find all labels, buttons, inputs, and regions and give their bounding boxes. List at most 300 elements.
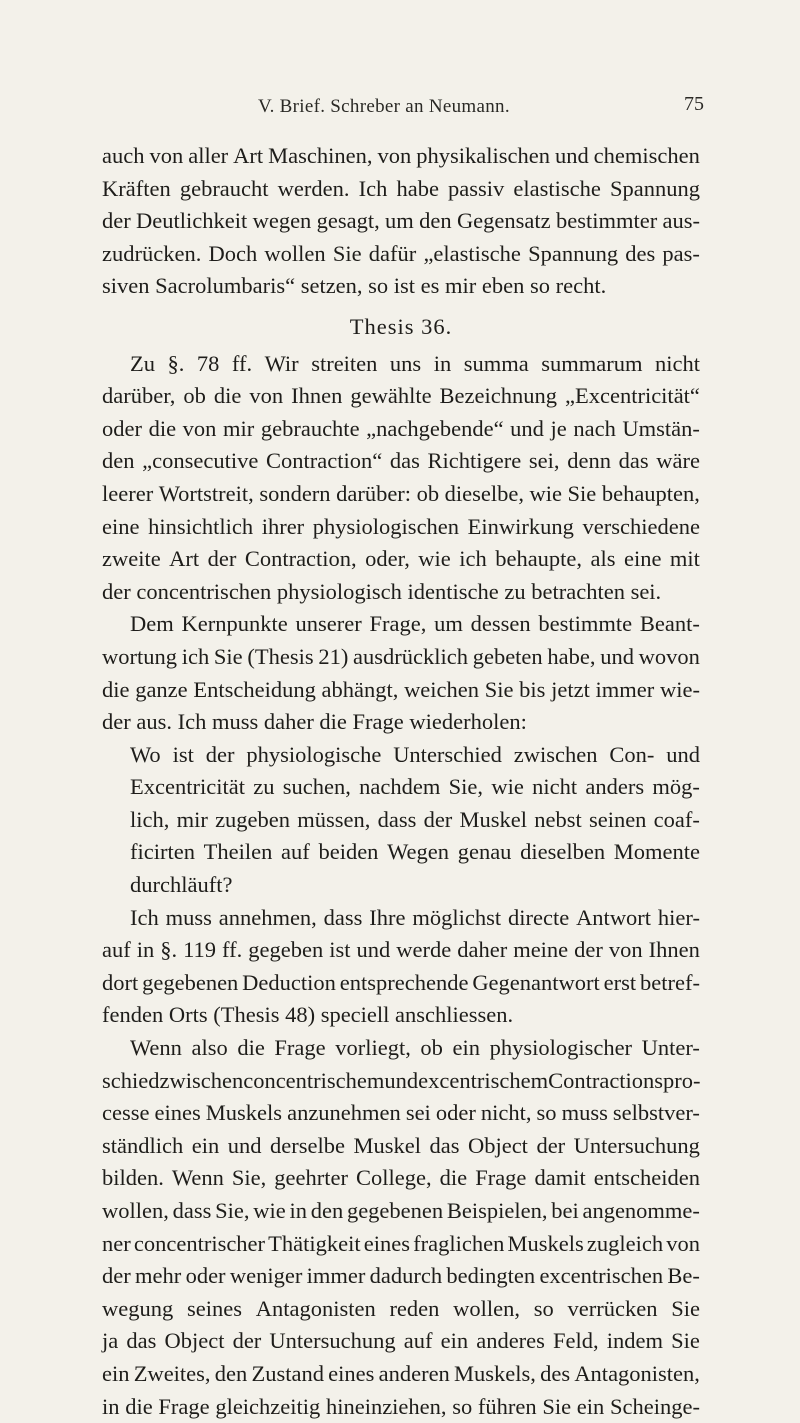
- word: dadurch: [369, 1263, 443, 1289]
- word: betref-: [639, 969, 700, 995]
- word: physiologischen: [312, 513, 460, 539]
- word: zudrücken.: [102, 240, 202, 266]
- text-line: [102, 270, 700, 303]
- word: behaupten,: [601, 480, 700, 506]
- word: Bezeichnung: [439, 383, 558, 409]
- line-text: fenden Orts (Thesis 48) speciell anschliessen.: [102, 1002, 514, 1028]
- text-line: [102, 1065, 700, 1098]
- word: excentrischen: [539, 1263, 664, 1289]
- word: anzunehmen: [287, 1100, 401, 1126]
- word: Sie: [542, 1393, 572, 1419]
- word: Contractionspro-: [548, 1067, 701, 1093]
- word: Einwirkung: [467, 513, 574, 539]
- word: immer: [306, 1263, 366, 1289]
- word: Antagonisten: [255, 1295, 376, 1321]
- word: wie: [529, 480, 562, 506]
- word: Wegen: [387, 839, 450, 865]
- word: eines: [328, 1360, 375, 1386]
- text-line: [102, 1195, 700, 1228]
- text-line: [102, 1391, 700, 1423]
- word: müssen,: [297, 806, 371, 832]
- word: das: [126, 1328, 157, 1354]
- word: cesse: [102, 1100, 150, 1126]
- word: eines: [363, 1230, 411, 1256]
- word: habe,: [547, 643, 596, 669]
- word: muss: [561, 1100, 608, 1126]
- word: ihrer: [261, 513, 305, 539]
- word: ständlich: [102, 1132, 184, 1158]
- word: bilden.: [102, 1165, 164, 1191]
- word: dafür: [368, 240, 417, 266]
- text-line: [102, 348, 700, 381]
- word: Zustand: [251, 1360, 324, 1386]
- text-line: [102, 140, 700, 173]
- word: habe: [396, 175, 439, 201]
- text-line: [102, 706, 700, 739]
- line-text: siven Sacrolumbaris“ setzen, so ist es mir eben so recht.: [102, 273, 607, 299]
- word: in: [136, 937, 155, 963]
- text-line: [102, 1358, 700, 1391]
- word: sei,: [528, 448, 560, 474]
- word: 119: [183, 937, 217, 963]
- word: auf: [102, 937, 131, 963]
- word: gewählte: [350, 383, 432, 409]
- word: je: [550, 415, 567, 441]
- word: unserer: [295, 611, 362, 637]
- word: §.: [160, 937, 178, 963]
- text-line: [102, 967, 700, 1000]
- word: abhängt,: [321, 676, 399, 702]
- word: bestimmte: [538, 611, 633, 637]
- word: nachdem: [359, 774, 441, 800]
- text-line: [102, 1260, 700, 1293]
- word: meine: [513, 937, 569, 963]
- word: Richtigere: [427, 448, 522, 474]
- word: ist: [329, 937, 351, 963]
- word: den: [102, 448, 135, 474]
- word: von: [608, 937, 643, 963]
- word: dort: [102, 969, 139, 995]
- word: jetzt: [551, 676, 590, 702]
- word: dass: [172, 1198, 212, 1223]
- word: den: [214, 1360, 248, 1386]
- word: uns: [389, 350, 422, 376]
- text-line: [102, 999, 700, 1032]
- body-text: [102, 140, 700, 1423]
- word: wie: [253, 1198, 286, 1223]
- word: ausdrücklich: [353, 643, 468, 669]
- word: mög-: [652, 774, 700, 800]
- word: die: [237, 1035, 265, 1061]
- word: Muskel: [459, 806, 528, 832]
- word: hier-: [657, 904, 700, 930]
- word: Frage: [475, 1165, 527, 1191]
- word: Beispielen,: [446, 1198, 548, 1223]
- word: concentrischem: [243, 1067, 385, 1093]
- word: dass: [377, 806, 417, 832]
- word: also: [191, 1035, 228, 1061]
- word: Sie: [671, 1328, 700, 1354]
- word: Doch: [208, 240, 258, 266]
- word: Dem: [130, 611, 174, 637]
- word: Wortstreit,: [158, 480, 254, 506]
- word: zu: [253, 774, 275, 800]
- word: wäre: [656, 448, 700, 474]
- word: Deduction: [242, 969, 336, 995]
- text-line: [102, 173, 700, 206]
- word: Frage: [158, 1393, 210, 1419]
- word: um: [434, 611, 463, 637]
- word: Art: [169, 546, 200, 572]
- word: ner: [102, 1230, 131, 1256]
- word: gegeben: [248, 937, 324, 963]
- word: auf: [403, 1328, 433, 1354]
- text-line: [102, 205, 700, 238]
- word: physiologischer: [489, 1035, 633, 1061]
- word: excentrischem: [418, 1067, 549, 1093]
- word: in: [289, 1198, 307, 1223]
- word: ob: [416, 480, 440, 506]
- text-line: [102, 674, 700, 707]
- word: daher: [457, 937, 508, 963]
- word: schied: [102, 1067, 160, 1093]
- word: das: [389, 448, 420, 474]
- word: Sie: [332, 240, 362, 266]
- word: und: [666, 741, 700, 767]
- word: College,: [356, 1165, 432, 1191]
- word: die: [213, 383, 242, 409]
- word: der: [232, 1328, 262, 1354]
- word: der: [102, 1263, 131, 1289]
- word: bedingten: [446, 1263, 536, 1289]
- word: „Excentricität“: [565, 383, 700, 409]
- word: so: [533, 1295, 554, 1321]
- line-text: durchläuft?: [130, 872, 233, 898]
- word: coaf-: [653, 806, 700, 832]
- word: ich: [181, 643, 210, 669]
- word: seines: [186, 1295, 242, 1321]
- word: zugleich: [586, 1230, 664, 1256]
- word: suchen,: [282, 774, 351, 800]
- word: wie-: [659, 676, 700, 702]
- word: (Thesis: [247, 643, 314, 669]
- word: ff.: [231, 350, 253, 376]
- word: weichen: [404, 676, 480, 702]
- word: von: [666, 1230, 700, 1256]
- text-line: [102, 836, 700, 869]
- word: und: [227, 1132, 262, 1158]
- word: nebst: [534, 806, 582, 832]
- word: annehmen,: [218, 904, 317, 930]
- word: behaupte,: [495, 546, 583, 572]
- word: gesagt,: [316, 208, 380, 234]
- word: Maschinen,: [268, 143, 373, 168]
- word: auch: [102, 143, 145, 168]
- word: Scheinge-: [609, 1393, 700, 1419]
- word: zwischen: [513, 741, 598, 767]
- word: und: [356, 937, 391, 963]
- text-line: [102, 380, 700, 413]
- word: angenomme-: [582, 1198, 700, 1223]
- word: bestimmter: [555, 208, 658, 234]
- word: der: [207, 546, 237, 572]
- word: bei: [551, 1198, 579, 1223]
- word: dieselben: [520, 839, 606, 865]
- word: passiv: [448, 175, 505, 201]
- word: und: [510, 415, 544, 441]
- word: Ihre: [369, 904, 406, 930]
- word: verschiedene: [582, 513, 700, 539]
- word: Umstän-: [622, 415, 700, 441]
- word: das: [618, 448, 649, 474]
- word: das: [429, 1132, 460, 1158]
- word: ein: [440, 1328, 469, 1354]
- word: der: [536, 1132, 566, 1158]
- word: seinen: [588, 806, 647, 832]
- word: elastische: [513, 175, 601, 201]
- word: eines: [154, 1100, 201, 1126]
- word: fraglichen: [413, 1230, 505, 1256]
- word: wegen: [252, 208, 312, 234]
- word: verrücken: [567, 1295, 658, 1321]
- word: nach: [573, 415, 616, 441]
- word: in: [102, 1393, 120, 1419]
- word: ob: [420, 1035, 443, 1061]
- word: oder: [435, 1100, 476, 1126]
- word: von: [377, 143, 412, 168]
- word: anders: [585, 774, 645, 800]
- word: von: [182, 415, 217, 441]
- word: die: [148, 415, 177, 441]
- text-line: [102, 445, 700, 478]
- word: dass: [323, 904, 363, 930]
- text-line: [102, 1293, 700, 1326]
- word: muss: [165, 904, 212, 930]
- word: darüber:: [336, 480, 412, 506]
- text-line: [102, 511, 700, 544]
- word: concentrischer: [133, 1230, 266, 1256]
- word: 78: [196, 350, 220, 376]
- word: ist: [172, 741, 194, 767]
- word: aus-: [662, 208, 700, 234]
- word: wollen: [264, 240, 326, 266]
- word: des: [540, 1360, 571, 1386]
- word: den: [419, 208, 452, 234]
- word: Ihnen: [648, 937, 700, 963]
- word: Antagonisten,: [574, 1360, 700, 1386]
- word: damit: [534, 1165, 586, 1191]
- word: Ihnen: [291, 383, 343, 409]
- text-line: [102, 1130, 700, 1163]
- word: die: [102, 676, 130, 702]
- word: wie: [418, 546, 451, 572]
- text-line: [102, 576, 700, 609]
- word: und: [384, 1067, 419, 1093]
- word: wie: [491, 774, 524, 800]
- word: ganze: [135, 676, 188, 702]
- word: Deutlichkeit: [136, 208, 248, 234]
- word: ficirten: [130, 839, 195, 865]
- word: ja: [102, 1328, 119, 1354]
- word: den: [310, 1198, 344, 1223]
- text-line: [102, 1097, 700, 1130]
- word: die: [125, 1393, 153, 1419]
- text-line: [102, 543, 700, 576]
- word: Ich: [358, 175, 388, 201]
- word: von: [249, 383, 284, 409]
- text-line: [102, 641, 700, 674]
- word: entsprechende: [339, 969, 469, 995]
- word: pas-: [662, 240, 700, 266]
- word: Spannung: [528, 240, 619, 266]
- word: Feld,: [553, 1328, 599, 1354]
- word: zwischen: [159, 1067, 244, 1093]
- word: Kräften: [102, 175, 171, 201]
- word: Beant-: [639, 611, 700, 637]
- page-number: 75: [684, 93, 704, 115]
- word: chemischen: [593, 143, 700, 168]
- word: lich,: [130, 806, 170, 832]
- word: Sie: [484, 676, 514, 702]
- word: streiten: [311, 350, 378, 376]
- word: physiologische: [246, 741, 382, 767]
- word: Excentricität: [130, 774, 245, 800]
- word: Frage: [274, 1035, 326, 1061]
- word: wollen,: [453, 1295, 521, 1321]
- word: geehrter: [274, 1165, 348, 1191]
- word: Sie,: [215, 1198, 250, 1223]
- word: Sie,: [448, 774, 484, 800]
- word: „elastische: [423, 240, 521, 266]
- word: als: [590, 546, 616, 572]
- word: Object: [164, 1328, 225, 1354]
- word: beiden: [318, 839, 379, 865]
- word: nicht: [532, 774, 578, 800]
- text-line: [102, 478, 700, 511]
- word: genau: [457, 839, 512, 865]
- text-line: [102, 902, 700, 935]
- word: Wenn: [130, 1035, 182, 1061]
- word: der: [102, 208, 131, 234]
- word: Kernpunkte: [181, 611, 288, 637]
- word: summa: [463, 350, 529, 376]
- word: derselbe: [269, 1132, 345, 1158]
- text-line: [102, 934, 700, 967]
- word: §.: [167, 350, 185, 376]
- word: gegebenen: [142, 969, 239, 995]
- word: Thätigkeit: [268, 1230, 361, 1256]
- word: Gegensatz: [456, 208, 551, 234]
- text-line: [102, 1032, 700, 1065]
- word: Frage,: [369, 611, 427, 637]
- word: Theilen: [203, 839, 273, 865]
- text-line: [102, 1228, 700, 1261]
- word: sondern: [259, 480, 331, 506]
- word: Wo: [130, 741, 161, 767]
- word: Sie: [567, 480, 597, 506]
- word: zugeben: [215, 806, 291, 832]
- text-line: [102, 608, 700, 641]
- word: hinsichtlich: [148, 513, 254, 539]
- word: gleichzeitig: [215, 1393, 321, 1419]
- word: wollen,: [102, 1198, 169, 1223]
- word: summarum: [541, 350, 643, 376]
- word: wegung: [102, 1295, 174, 1321]
- word: nicht: [654, 350, 700, 376]
- word: darüber,: [102, 383, 176, 409]
- word: Muskels,: [454, 1360, 536, 1386]
- word: zweite: [102, 546, 161, 572]
- word: werden.: [277, 175, 350, 201]
- word: von: [149, 143, 184, 168]
- word: Unter-: [641, 1035, 700, 1061]
- word: ff.: [222, 937, 243, 963]
- word: wortung: [102, 643, 177, 669]
- word: möglichst: [412, 904, 502, 930]
- word: nicht,: [480, 1100, 532, 1126]
- word: werde: [396, 937, 452, 963]
- word: Untersuchung: [269, 1328, 396, 1354]
- word: gegebenen: [346, 1198, 444, 1223]
- word: bis: [519, 676, 546, 702]
- word: physikalischen: [416, 143, 550, 168]
- running-head: V. Brief. Schreber an Neumann.: [258, 96, 510, 117]
- word: Wenn: [171, 1165, 224, 1191]
- word: „nachgebende“: [366, 415, 504, 441]
- text-line: [102, 1162, 700, 1195]
- word: ein: [191, 1132, 220, 1158]
- word: reden: [389, 1295, 440, 1321]
- word: Entscheidung: [193, 676, 316, 702]
- word: Be-: [667, 1263, 700, 1289]
- word: Object: [467, 1132, 528, 1158]
- word: anderen: [378, 1360, 450, 1386]
- word: Muskel: [353, 1132, 421, 1158]
- word: Unterschied: [393, 741, 502, 767]
- word: Con-: [609, 741, 655, 767]
- word: oder,: [365, 546, 410, 572]
- word: ein: [576, 1393, 605, 1419]
- word: Gegenantwort: [472, 969, 600, 995]
- word: so: [536, 1100, 557, 1126]
- word: Muskels: [205, 1100, 283, 1126]
- word: aller: [188, 143, 229, 168]
- word: und: [600, 643, 634, 669]
- word: mit: [669, 546, 700, 572]
- word: immer: [595, 676, 655, 702]
- word: anderes: [476, 1328, 545, 1354]
- word: Art: [233, 143, 264, 168]
- word: mehr: [135, 1263, 182, 1289]
- word: Momente: [613, 839, 700, 865]
- word: leerer: [102, 480, 154, 506]
- word: Spannung: [609, 175, 700, 201]
- word: gebraucht: [179, 175, 269, 201]
- line-text: der aus. Ich muss daher die Frage wiederholen:: [102, 709, 527, 735]
- word: hineinziehen,: [325, 1393, 447, 1419]
- word: der: [205, 741, 235, 767]
- word: Wir: [264, 350, 299, 376]
- line-text: der concentrischen physiologisch identische zu betrachten sei.: [102, 578, 662, 604]
- word: mir: [176, 806, 208, 832]
- word: Zu: [130, 350, 155, 376]
- word: Sie: [213, 643, 243, 669]
- word: ich: [459, 546, 487, 572]
- text-line: [102, 869, 700, 902]
- text-line: [102, 804, 700, 837]
- word: der: [423, 806, 453, 832]
- word: eine: [623, 546, 662, 572]
